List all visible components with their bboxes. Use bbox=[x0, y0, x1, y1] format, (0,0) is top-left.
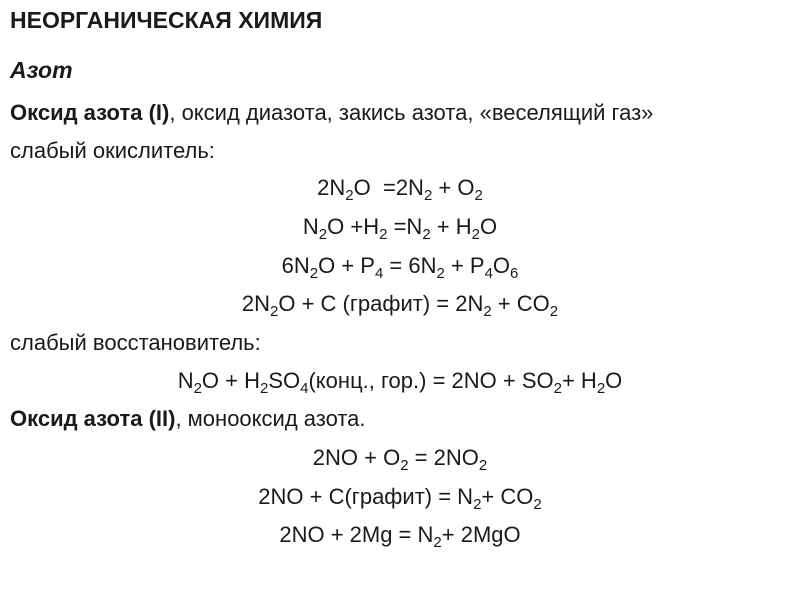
subscript: 2 bbox=[270, 303, 279, 320]
subscript: 2 bbox=[478, 457, 488, 474]
page-title: НЕОРГАНИЧЕСКАЯ ХИМИЯ bbox=[10, 7, 323, 33]
subscript: 2 bbox=[193, 380, 202, 397]
subscript: 2 bbox=[596, 380, 606, 397]
formula-text: O bbox=[479, 214, 498, 239]
equation bbox=[0, 290, 800, 318]
formula-text: + CO bbox=[491, 291, 550, 316]
subscript: 2 bbox=[436, 265, 445, 282]
formula-text: + CO bbox=[481, 484, 534, 509]
formula-text: + P bbox=[444, 253, 485, 278]
subscript: 6 bbox=[510, 265, 519, 282]
section-title: Азот bbox=[10, 57, 73, 83]
oxidizer-label: слабый окислитель: bbox=[10, 138, 215, 163]
equation bbox=[0, 213, 800, 241]
formula-text: = 6N bbox=[383, 253, 437, 278]
equation bbox=[0, 174, 800, 202]
subscript: 2 bbox=[483, 303, 492, 320]
formula-text: O + C (графит) = 2N bbox=[278, 291, 484, 316]
formula-text: 2NO + C(графит) = N bbox=[258, 484, 474, 509]
equation bbox=[0, 252, 800, 280]
no-heading-rest: , монооксид азота. bbox=[175, 406, 366, 431]
equation bbox=[0, 521, 800, 549]
formula-text: 6N bbox=[281, 253, 310, 278]
n2o-heading-rest: , оксид диазота, закись азота, «веселящий газ» bbox=[169, 100, 654, 125]
subscript: 4 bbox=[484, 265, 493, 282]
subscript: 4 bbox=[300, 380, 309, 397]
subscript: 2 bbox=[553, 380, 562, 397]
formula-text: O =2N bbox=[353, 175, 424, 200]
formula-text: 2NO + 2Mg = N bbox=[279, 522, 434, 547]
no-heading-bold: Оксид азота (II) bbox=[10, 406, 176, 431]
formula-text: + H bbox=[561, 368, 597, 393]
formula-text: = 2NO bbox=[408, 445, 479, 470]
formula-text: 2N bbox=[317, 175, 346, 200]
formula-text: (конц., гор.) = 2NO + SO bbox=[308, 368, 554, 393]
subscript: 2 bbox=[471, 226, 480, 243]
equation bbox=[0, 444, 800, 472]
formula-text: 2NO + O bbox=[312, 445, 401, 470]
equation bbox=[0, 367, 800, 395]
formula-text: O +H bbox=[327, 214, 380, 239]
formula-text: =N bbox=[387, 214, 423, 239]
formula-text: + O bbox=[432, 175, 475, 200]
subscript: 2 bbox=[473, 496, 482, 513]
formula-text: 2N bbox=[241, 291, 270, 316]
subscript: 4 bbox=[374, 265, 384, 282]
subscript: 2 bbox=[379, 226, 388, 243]
formula-text: O bbox=[605, 368, 623, 393]
subscript: 2 bbox=[345, 187, 354, 204]
no-heading bbox=[0, 405, 800, 433]
formula-text: O + H bbox=[201, 368, 260, 393]
equation bbox=[0, 483, 800, 511]
subscript: 2 bbox=[423, 187, 433, 204]
n2o-heading-bold: Оксид азота (I) bbox=[10, 100, 170, 125]
subscript: 2 bbox=[422, 226, 431, 243]
n2o-heading bbox=[0, 99, 800, 127]
subscript: 2 bbox=[309, 265, 319, 282]
reducer-label: слабый восстановитель: bbox=[10, 330, 261, 355]
formula-text: N bbox=[302, 214, 319, 239]
subscript: 2 bbox=[260, 380, 269, 397]
formula-text: O + P bbox=[318, 253, 375, 278]
formula-text: SO bbox=[268, 368, 301, 393]
subscript: 2 bbox=[433, 534, 442, 551]
subscript: 2 bbox=[318, 226, 328, 243]
formula-text: + 2MgO bbox=[441, 522, 521, 547]
formula-text: + H bbox=[430, 214, 472, 239]
subscript: 2 bbox=[474, 187, 483, 204]
subscript: 2 bbox=[549, 303, 559, 320]
formula-text: N bbox=[177, 368, 194, 393]
formula-text: O bbox=[492, 253, 511, 278]
subscript: 2 bbox=[400, 457, 409, 474]
subscript: 2 bbox=[533, 496, 542, 513]
